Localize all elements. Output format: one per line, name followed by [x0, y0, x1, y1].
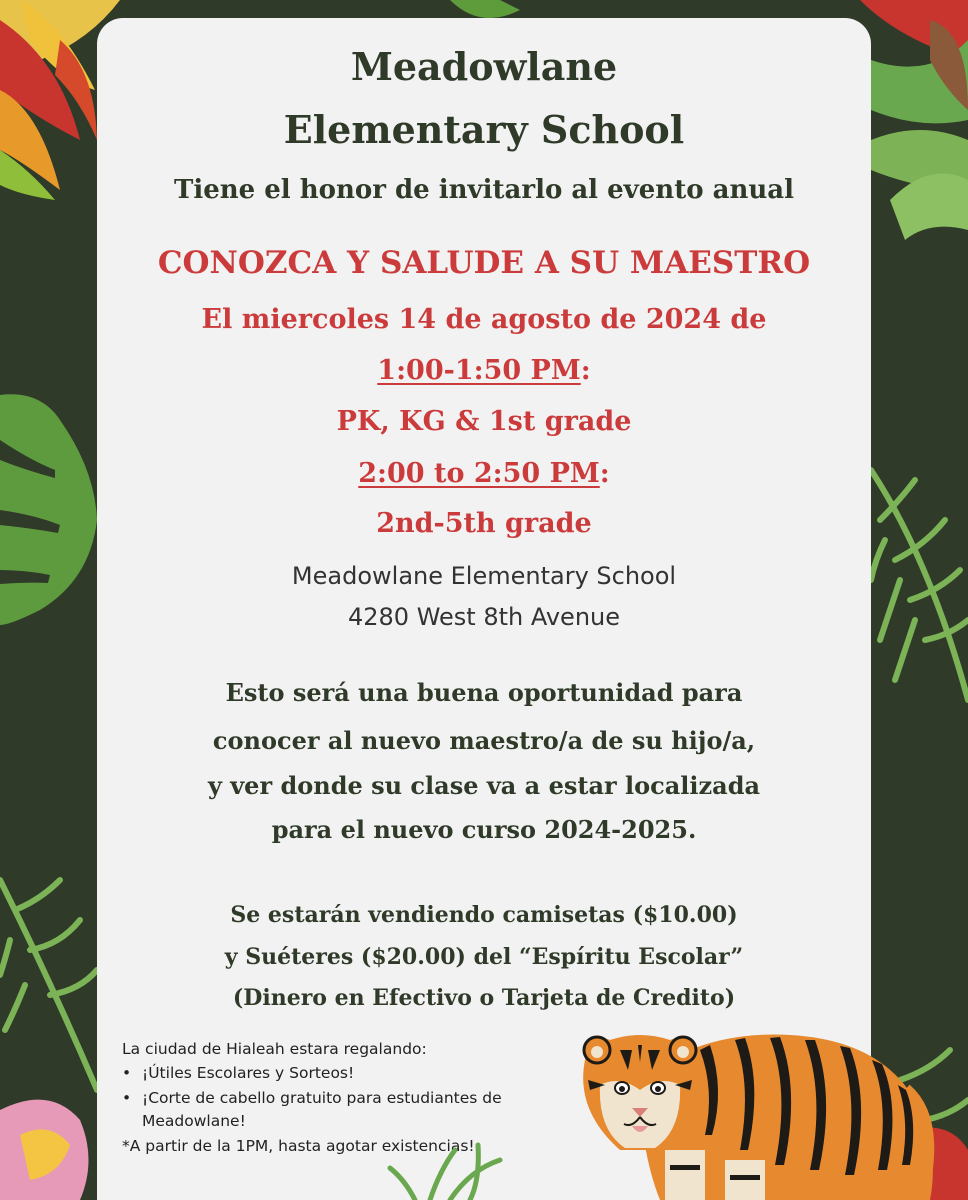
giveaway-item: • ¡Corte de cabello gratuito para estudiantes de: [122, 1089, 502, 1107]
school-name-line2: Elementary School: [283, 107, 685, 152]
bullet-icon: •: [122, 1089, 132, 1107]
message-line: para el nuevo curso 2024-2025.: [271, 815, 697, 844]
giveaway-item-continued: Meadowlane!: [142, 1112, 246, 1130]
invitation-text: Tiene el honor de invitarlo al evento anual: [174, 175, 794, 205]
session1-time: 1:00-1:50 PM:: [377, 355, 591, 386]
sale-line: y Suéteres ($20.00) del “Espíritu Escolar”: [224, 944, 744, 970]
session2-grades: 2nd-5th grade: [376, 508, 592, 539]
school-name-line1: Meadowlane: [350, 44, 618, 89]
message-line: Esto será una buena oportunidad para: [225, 678, 743, 707]
sale-line: (Dinero en Efectivo o Tarjeta de Credito): [232, 985, 736, 1011]
event-date: El miercoles 14 de agosto de 2024 de: [201, 304, 767, 335]
sale-line: Se estarán vendiendo camisetas ($10.00): [230, 902, 738, 928]
location-name: Meadowlane Elementary School: [291, 562, 677, 590]
giveaway-item: • ¡Útiles Escolares y Sorteos!: [122, 1064, 355, 1082]
session2-time: 2:00 to 2:50 PM:: [358, 458, 610, 489]
giveaway-intro: La ciudad de Hialeah estara regalando:: [122, 1040, 427, 1058]
event-title: CONOZCA Y SALUDE A SU MAESTRO: [157, 245, 811, 281]
session1-grades: PK, KG & 1st grade: [336, 406, 632, 437]
bullet-icon: •: [122, 1064, 132, 1082]
location-address: 4280 West 8th Avenue: [347, 603, 621, 631]
message-line: y ver donde su clase va a estar localizada: [207, 771, 761, 800]
message-line: conocer al nuevo maestro/a de su hijo/a,: [212, 726, 756, 755]
giveaway-note: *A partir de la 1PM, hasta agotar existencias!: [122, 1137, 475, 1155]
